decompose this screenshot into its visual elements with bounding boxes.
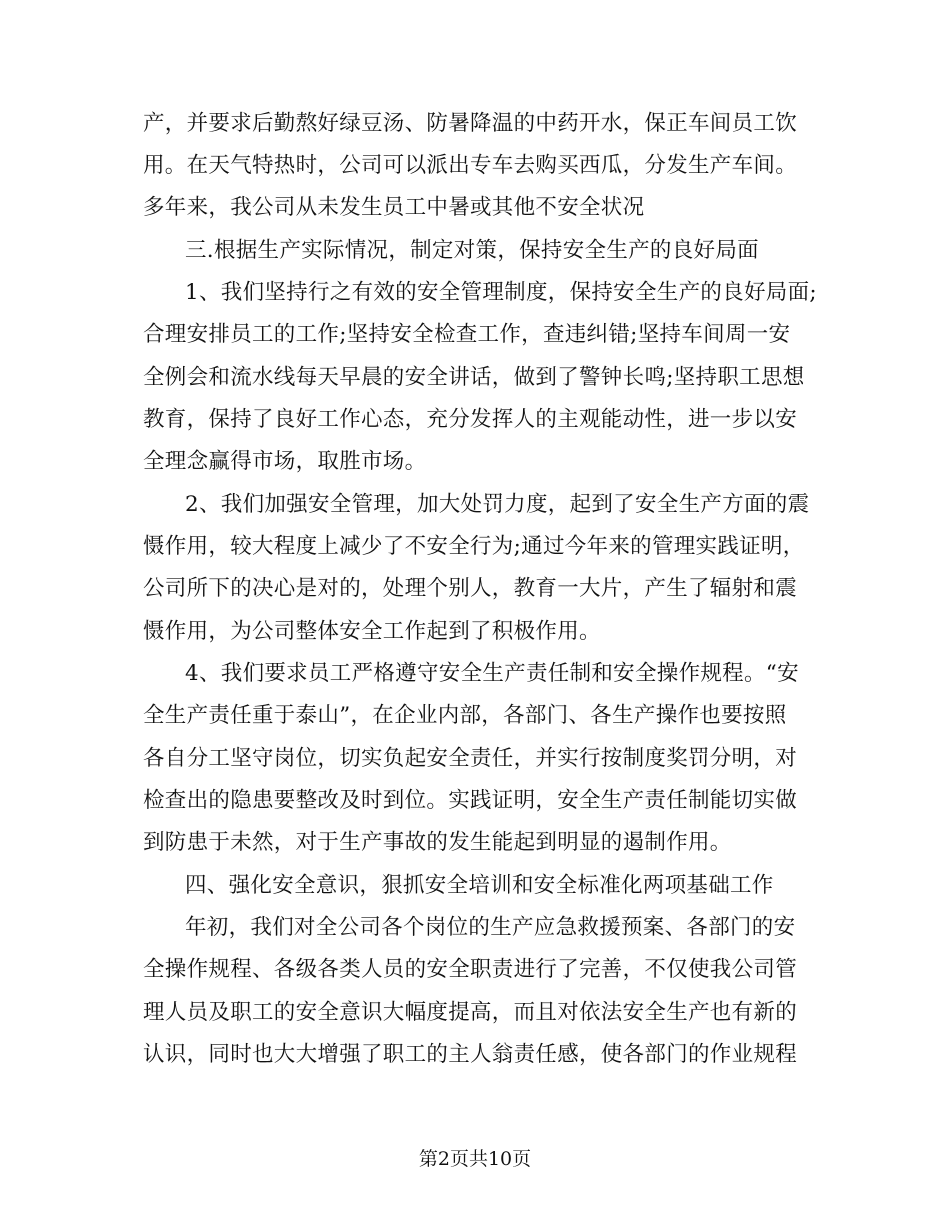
body-line: 多年来，我公司从未发生员工中暑或其他不安全状况 [143,195,645,220]
body-line: 2、我们加强安全管理，加大处罚力度，起到了安全生产方面的震 [185,492,810,517]
body-line: 用。在天气特热时，公司可以派出专车去购买西瓜，分发生产车间。 [143,153,798,178]
body-line: 认识，同时也大大增强了职工的主人翁责任感，使各部门的作业规程 [143,1042,798,1067]
body-line: 慑作用，为公司整体安全工作起到了积极作用。 [143,619,601,644]
body-line: 全操作规程、各级各类人员的安全职责进行了完善，不仅使我公司管 [143,957,798,982]
body-line: 教育，保持了良好工作心态，充分发挥人的主观能动性，进一步以安 [143,407,798,432]
body-line: 慑作用，较大程度上减少了不安全行为;通过今年来的管理实践证明， [143,534,805,559]
body-line: 1、我们坚持行之有效的安全管理制度，保持安全生产的良好局面; [185,280,817,305]
body-line: 4、我们要求员工严格遵守安全生产责任制和安全操作规程。“安 [185,661,799,686]
section-heading: 三.根据生产实际情况，制定对策，保持安全生产的良好局面 [185,238,759,263]
body-line: 合理安排员工的工作;坚持安全检查工作，查违纠错;坚持车间周一安 [143,322,791,347]
body-line: 公司所下的决心是对的，处理个别人，教育一大片，产生了辐射和震 [143,576,798,601]
body-line: 到防患于未然，对于生产事故的发生能起到明显的遏制作用。 [143,830,732,855]
body-line: 理人员及职工的安全意识大幅度提高，而且对依法安全生产也有新的 [143,1000,798,1025]
body-line: 各自分工坚守岗位，切实负起安全责任，并实行按制度奖罚分明，对 [143,746,798,771]
body-line: 产，并要求后勤熬好绿豆汤、防暑降温的中药开水，保正车间员工饮 [143,111,798,136]
body-line: 年初，我们对全公司各个岗位的生产应急救援预案、各部门的安 [185,915,796,940]
body-line: 检查出的隐患要整改及时到位。实践证明，安全生产责任制能切实做 [143,788,798,813]
page-number: 第2页共10页 [418,1148,532,1170]
body-line: 全例会和流水线每天早晨的安全讲话，做到了警钟长鸣;坚持职工思想 [143,365,805,390]
body-line: 全生产责任重于泰山”，在企业内部，各部门、各生产操作也要按照 [143,703,787,728]
section-heading: 四、强化安全意识，狠抓安全培训和安全标准化两项基础工作 [185,873,774,898]
body-line: 全理念赢得市场，取胜市场。 [143,449,427,474]
